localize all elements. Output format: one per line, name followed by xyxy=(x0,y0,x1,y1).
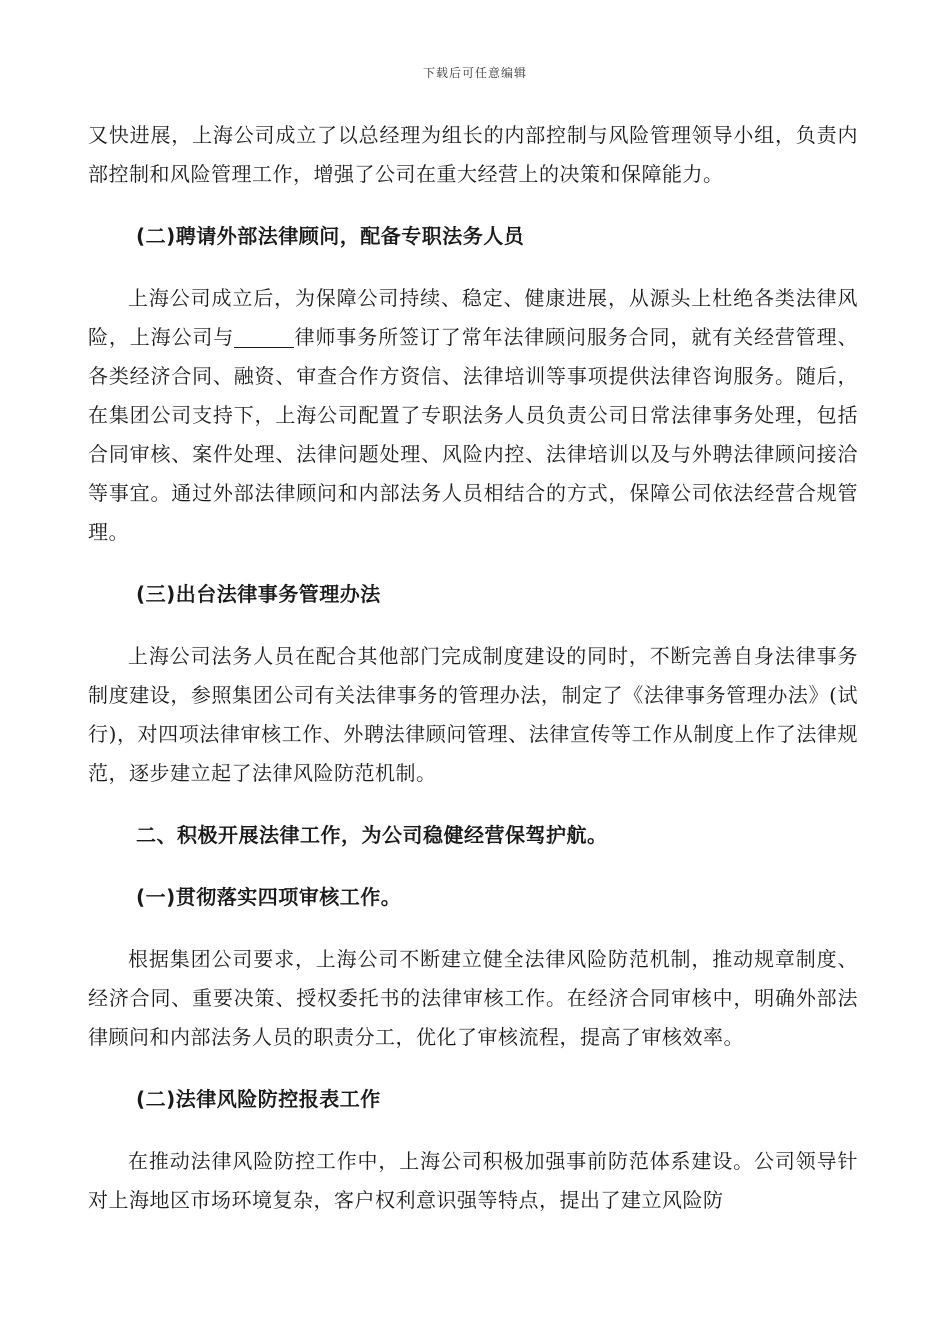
paragraph-external-counsel xyxy=(88,279,858,552)
paragraph-four-reviews: 根据集团公司要求，上海公司不断建立健全法律风险防范机制，推动规章制度、经济合同、重要决策、授权委托书的法律审核工作。在经济合同审核中，明确外部法律顾问和内部法务人员的职责分工，优化了审核流程，提高了审核效率。 xyxy=(88,947,858,1049)
section-heading-risk-reports: (二)法律风险防控报表工作 xyxy=(136,1087,381,1111)
document-body xyxy=(88,116,858,1243)
section-heading-management-rules: (三)出台法律事务管理办法 xyxy=(136,582,381,606)
paragraph-continued: 又快进展，上海公司成立了以总经理为组长的内部控制与风险管理领导小组，负责内部控制和风险管理工作，增强了公司在重大经营上的决策和保障能力。 xyxy=(88,123,858,186)
paragraph-text-before-blank: 上海公司成立后，为保障公司持续、稳定、健康进展，从源头上杜绝各类法律风险，上海公司与 xyxy=(88,286,858,349)
page-header-note: 下载后可任意编辑 xyxy=(422,66,527,80)
section-heading-external-counsel: (二)聘请外部法律顾问，配备专职法务人员 xyxy=(136,224,525,248)
blank-fill-line xyxy=(234,325,294,348)
section-heading-four-reviews: (一)贯彻落实四项审核工作。 xyxy=(136,885,402,909)
paragraph-risk-reports: 在推动法律风险防控工作中，上海公司积极加强事前防范体系建设。公司领导针对上海地区市场环境复杂，客户权利意识强等特点，提出了建立风险防 xyxy=(88,1149,858,1212)
paragraph-management-rules: 上海公司法务人员在配合其他部门完成制度建设的同时，不断完善自身法律事务制度建设，参照集团公司有关法律事务的管理办法，制定了《法律事务管理办法》(试行)，对四项法律审核工作、外聘法律顾问管理、法律宣传等工作从制度上作了法律规范，逐步建立起了法律风险防范机制。 xyxy=(88,644,858,785)
paragraph-text-after-blank: 律师事务所签订了常年法律顾问服务合同，就有关经营管理、各类经济合同、融资、审查合作方资信、法律培训等事项提供法律咨询服务。随后，在集团公司支持下，上海公司配置了专职法务人员负责公司日常法律事务处理，包括合同审核、案件处理、法律问题处理、风险内控、法律培训以及与外聘法律顾问接洽等事宜。通过外部法律顾问和内部法务人员相结合的方式，保障公司依法经营合规管理。 xyxy=(88,325,859,544)
section-heading-legal-work: 二、积极开展法律工作，为公司稳健经营保驾护航。 xyxy=(136,823,608,847)
